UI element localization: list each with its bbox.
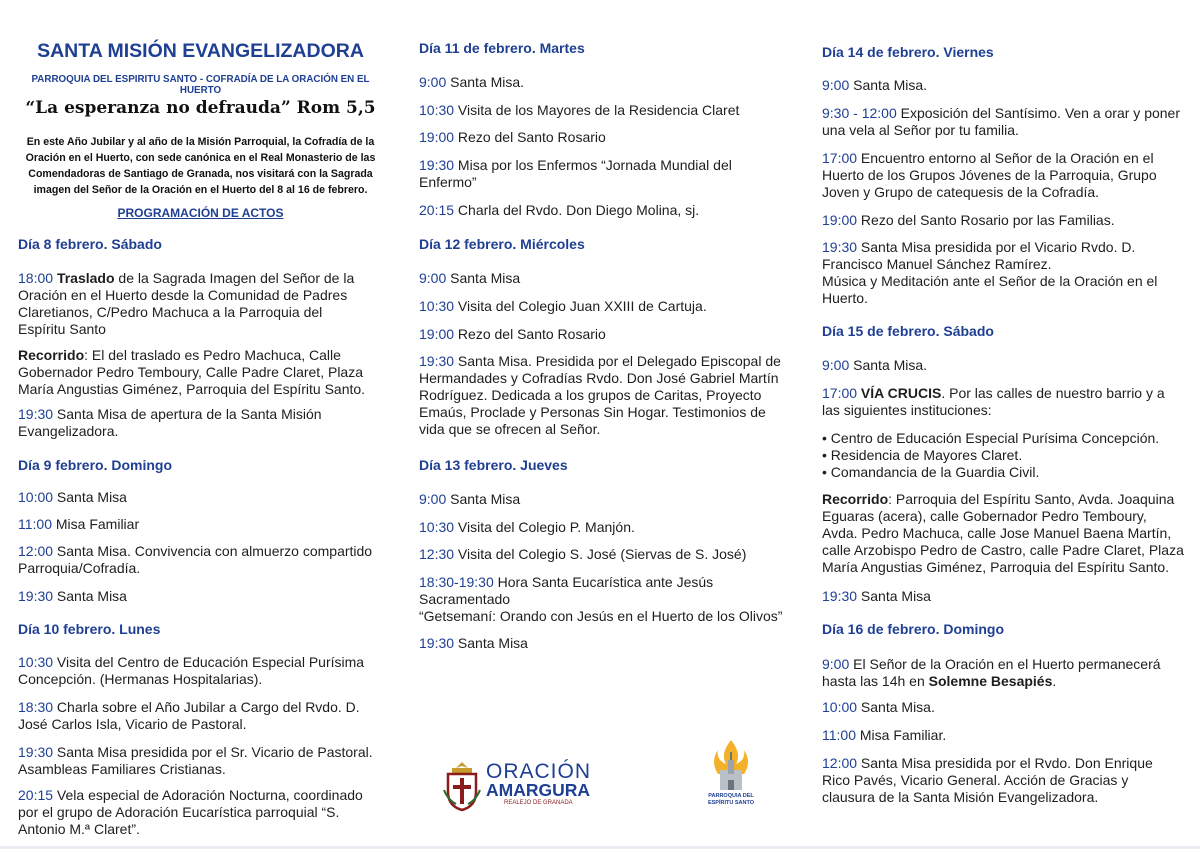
event-text: Santa Misa. xyxy=(849,77,928,93)
event-bold: VÍA CRUCIS xyxy=(857,385,942,401)
event-text: Santa Misa presidida por el Vicario Rvdo. D. Francisco Manuel Sánchez Ramírez. xyxy=(822,239,1136,272)
event-d14-5 xyxy=(822,239,1182,307)
church-flame-icon xyxy=(706,738,756,794)
day-heading-11: Día 11 de febrero. Martes xyxy=(419,40,585,56)
event-text: Rezo del Santo Rosario xyxy=(454,129,606,145)
bullet-item: • Residencia de Mayores Claret. xyxy=(822,447,1023,463)
event-d11-3 xyxy=(419,129,789,146)
event-d10-2 xyxy=(18,699,373,733)
event-d9-4 xyxy=(18,588,373,605)
event-time: 9:00 xyxy=(419,491,447,507)
event-d16-1 xyxy=(822,656,1182,690)
event-time: 19:00 xyxy=(419,326,455,342)
bullet-item: • Centro de Educación Especial Purísima Concepción. xyxy=(822,430,1160,446)
event-time: 11:00 xyxy=(18,516,52,532)
day-heading-8: Día 8 febrero. Sábado xyxy=(18,236,162,252)
event-d14-3 xyxy=(822,150,1182,201)
event-text: Santa Misa xyxy=(446,270,521,286)
event-d13-2 xyxy=(419,519,789,536)
event-text: Misa Familiar xyxy=(52,516,140,532)
event-text-line2: “Getsemaní: Orando con Jesús en el Huerto de los Olivos” xyxy=(419,608,783,624)
event-bold: Recorrido xyxy=(18,347,85,363)
event-time: 19:30 xyxy=(18,588,54,604)
event-text: Visita del Colegio Juan XXIII de Cartuja. xyxy=(454,298,707,314)
event-text: Hora Santa Eucarística ante Jesús Sacramentado xyxy=(419,574,714,607)
event-d13-5 xyxy=(419,635,789,652)
event-time: 19:30 xyxy=(18,406,54,422)
event-time: 9:00 xyxy=(419,270,447,286)
page-subtitle: PARROQUIA DEL ESPIRITU SANTO - COFRADÍA DE LA ORACIÓN EN EL HUERTO xyxy=(31,74,370,96)
event-time: 19:00 xyxy=(822,212,858,228)
event-text: Visita del Colegio S. José (Siervas de S. José) xyxy=(454,546,747,562)
event-time: 9:00 xyxy=(822,357,850,373)
event-text: : Parroquia del Espíritu Santo, Avda. Joaquina Eguaras (acera), calle Gobernador Pedro Temboury, Avda. Pedro Machuca, calle Jose Manuel Baena Martín, calle Arzobispo Pedro de Castro, calle Padre Claret, Plaza María Angustias Giménez, Parroquia del Espíritu Santo. xyxy=(822,491,1184,575)
quote: “La esperanza no defrauda” Rom 5,5 xyxy=(25,98,376,118)
event-d13-3 xyxy=(419,546,789,563)
cofradia-crest-icon xyxy=(442,760,482,812)
event-text: El Señor de la Oración en el Huerto permanecerá hasta las 14h en xyxy=(822,656,1161,689)
event-text: Visita del Centro de Educación Especial Purísima Concepción. (Hermanas Hospitalarias). xyxy=(18,654,365,687)
event-time: 10:00 xyxy=(18,489,54,505)
event-time: 9:00 xyxy=(822,77,850,93)
event-time: 19:00 xyxy=(419,129,455,145)
event-time: 9:30 - 12:00 xyxy=(822,105,897,121)
logo-text-line3: REALEJO DE GRANADA xyxy=(504,800,573,806)
program-title: PROGRAMACIÓN DE ACTOS xyxy=(117,206,284,220)
event-text: Santa Misa. xyxy=(849,357,928,373)
event-text: de la Sagrada Imagen del Señor de la Oración en el Huerto desde la Comunidad de Padres Claretianos, C/Pedro Machuca a la Parroquia del Espíritu Santo xyxy=(18,270,355,337)
event-text: Rezo del Santo Rosario xyxy=(454,326,606,342)
event-time: 12:30 xyxy=(419,546,455,562)
day-heading-14: Día 14 de febrero. Viernes xyxy=(822,44,994,60)
event-text-line2: Música y Meditación ante el Señor de la Oración en el Huerto. xyxy=(822,273,1158,306)
event-d10-3 xyxy=(18,744,383,778)
event-time: 18:30 xyxy=(18,699,54,715)
event-d12-2 xyxy=(419,298,789,315)
event-d16-4 xyxy=(822,755,1184,806)
event-time: 18:00 xyxy=(18,270,54,286)
event-text: Santa Misa presidida por el Sr. Vicario de Pastoral. Asambleas Familiares Cristianas. xyxy=(18,744,373,777)
event-time: 19:30 xyxy=(419,157,455,173)
event-d11-1 xyxy=(419,74,789,91)
event-d11-2 xyxy=(419,102,789,119)
event-time: 10:30 xyxy=(419,298,455,314)
event-text: Rezo del Santo Rosario por las Familias. xyxy=(857,212,1115,228)
day-heading-15: Día 15 de febrero. Sábado xyxy=(822,323,994,339)
event-d11-4 xyxy=(419,157,759,191)
event-time: 10:30 xyxy=(419,519,455,535)
event-text: Santa Misa de apertura de la Santa Misión Evangelizadora. xyxy=(18,406,322,439)
page-title: SANTA MISIÓN EVANGELIZADORA xyxy=(37,40,364,62)
intro-text: En este Año Jubilar y al año de la Misión Parroquial, la Cofradía de la Oración en el Huerto, con sede canónica en el Real Monasterio de las Comendadoras de Santiago de Granada, nos visitará con la Sagrada imagen del Señor de la Oración en el Huerto del 8 al 16 de febrero. xyxy=(25,136,376,196)
event-time: 19:30 xyxy=(419,635,455,651)
event-d12-4 xyxy=(419,353,791,438)
event-time: 11:00 xyxy=(822,727,856,743)
event-text: Visita de los Mayores de la Residencia Claret xyxy=(454,102,740,118)
event-text: Exposición del Santísimo. Ven a orar y poner una vela al Señor por tu familia. xyxy=(822,105,1181,138)
event-text: Santa Misa. Presidida por el Delegado Episcopal de Hermandades y Cofradías Rvdo. Don José Gabriel Martín Rodríguez. Dedicada a los grupos de Caritas, Proyecto Emaús, Proclade y Personas Sin Hogar. Testimonios de vida que se ofrecen al Señor. xyxy=(419,353,781,437)
event-text: Santa Misa. Convivencia con almuerzo compartido Parroquia/Cofradía. xyxy=(18,543,373,576)
event-text: Santa Misa xyxy=(454,635,528,651)
event-d15-3 xyxy=(822,491,1184,576)
bullet-item: • Comandancia de la Guardia Civil. xyxy=(822,464,1040,480)
event-d14-2 xyxy=(822,105,1182,139)
event-d8-1 xyxy=(18,270,373,338)
event-time: 9:00 xyxy=(822,656,850,672)
event-text: Encuentro entorno al Señor de la Oración en el Huerto de los Grupos Jóvenes de la Parroquia, Grupo Joven y Grupo de catequesis de la Cofradía. xyxy=(822,150,1157,200)
event-text: Santa Misa xyxy=(53,588,127,604)
event-bold: Solemne Besapiés xyxy=(928,673,1053,689)
event-d16-2 xyxy=(822,699,1182,716)
event-bold: Recorrido xyxy=(822,491,889,507)
event-time: 9:00 xyxy=(419,74,447,90)
event-time: 18:30-19:30 xyxy=(419,574,494,590)
event-time: 12:00 xyxy=(822,755,858,771)
event-d8-3 xyxy=(18,406,373,440)
event-d11-5 xyxy=(419,202,789,219)
day-heading-13: Día 13 febrero. Jueves xyxy=(419,457,568,473)
event-d15-4 xyxy=(822,588,1182,605)
event-d16-3 xyxy=(822,727,1182,744)
event-time: 17:00 xyxy=(822,150,858,166)
event-d15-2 xyxy=(822,385,1184,419)
event-text: Santa Misa. xyxy=(446,74,525,90)
event-time: 12:00 xyxy=(18,543,54,559)
parroquia-logo xyxy=(706,738,756,816)
event-text: Charla del Rvdo. Don Diego Molina, sj. xyxy=(454,202,700,218)
event-text: Misa Familiar. xyxy=(856,727,947,743)
event-text: Santa Misa xyxy=(53,489,127,505)
event-d13-4 xyxy=(419,574,799,625)
event-d9-2 xyxy=(18,516,373,533)
parroquia-text-line2: ESPÍRITU SANTO xyxy=(707,800,755,806)
event-text: Visita del Colegio P. Manjón. xyxy=(454,519,635,535)
event-d10-4 xyxy=(18,787,373,838)
event-text: Charla sobre el Año Jubilar a Cargo del Rvdo. D. José Carlos Isla, Vicario de Pastoral. xyxy=(18,699,360,732)
day-heading-9: Día 9 febrero. Domingo xyxy=(18,457,173,473)
event-text: Santa Misa xyxy=(857,588,931,604)
event-d15-1 xyxy=(822,357,1182,374)
event-text: Misa por los Enfermos “Jornada Mundial del Enfermo” xyxy=(419,157,732,190)
event-time: 20:15 xyxy=(18,787,54,803)
logo-text-line2: AMARGURA xyxy=(486,780,591,800)
event-time: 10:00 xyxy=(822,699,858,715)
event-text: Santa Misa presidida por el Rvdo. Don Enrique Rico Pavés, Vicario General. Acción de Gracias y clausura de la Santa Misión Evangelizadora. xyxy=(822,755,1153,805)
event-d9-3 xyxy=(18,543,383,577)
event-time: 10:30 xyxy=(18,654,54,670)
event-time: 19:30 xyxy=(822,588,858,604)
event-d8-2 xyxy=(18,347,373,398)
day-heading-10: Día 10 febrero. Lunes xyxy=(18,621,161,637)
event-d12-3 xyxy=(419,326,789,343)
event-d12-1 xyxy=(419,270,789,287)
day-heading-12: Día 12 febrero. Miércoles xyxy=(419,236,585,252)
event-d14-4 xyxy=(822,212,1182,229)
event-text: . Por las calles de nuestro barrio y a las siguientes instituciones: xyxy=(822,385,1165,418)
event-d9-1 xyxy=(18,489,373,506)
day-heading-16: Día 16 de febrero. Domingo xyxy=(822,621,1005,637)
logo-text-line1: ORACIÓN xyxy=(486,760,592,783)
event-text: Santa Misa. xyxy=(857,699,935,715)
event-time: 19:30 xyxy=(822,239,858,255)
event-text: : El del traslado es Pedro Machuca, Calle Gobernador Pedro Temboury, Calle Padre Claret, Plaza María Angustias Giménez, Parroquia del Espíritu Santo. xyxy=(18,347,366,397)
event-bold: Traslado xyxy=(56,270,115,286)
event-tail: . xyxy=(1052,673,1057,689)
event-time: 17:00 xyxy=(822,385,858,401)
event-time: 19:30 xyxy=(419,353,455,369)
parroquia-text-line1: PARROQUIA DEL xyxy=(708,793,754,799)
event-text: Vela especial de Adoración Nocturna, coordinado por el grupo de Adoración Eucarística parroquial “S. Antonio M.ª Claret”. xyxy=(18,787,363,837)
event-time: 10:30 xyxy=(419,102,455,118)
event-d14-1 xyxy=(822,77,1182,94)
event-time: 20:15 xyxy=(419,202,455,218)
oracion-amargura-logo xyxy=(442,758,592,814)
event-text: Santa Misa xyxy=(446,491,521,507)
event-time: 19:30 xyxy=(18,744,54,760)
event-d10-1 xyxy=(18,654,373,688)
event-d13-1 xyxy=(419,491,789,508)
